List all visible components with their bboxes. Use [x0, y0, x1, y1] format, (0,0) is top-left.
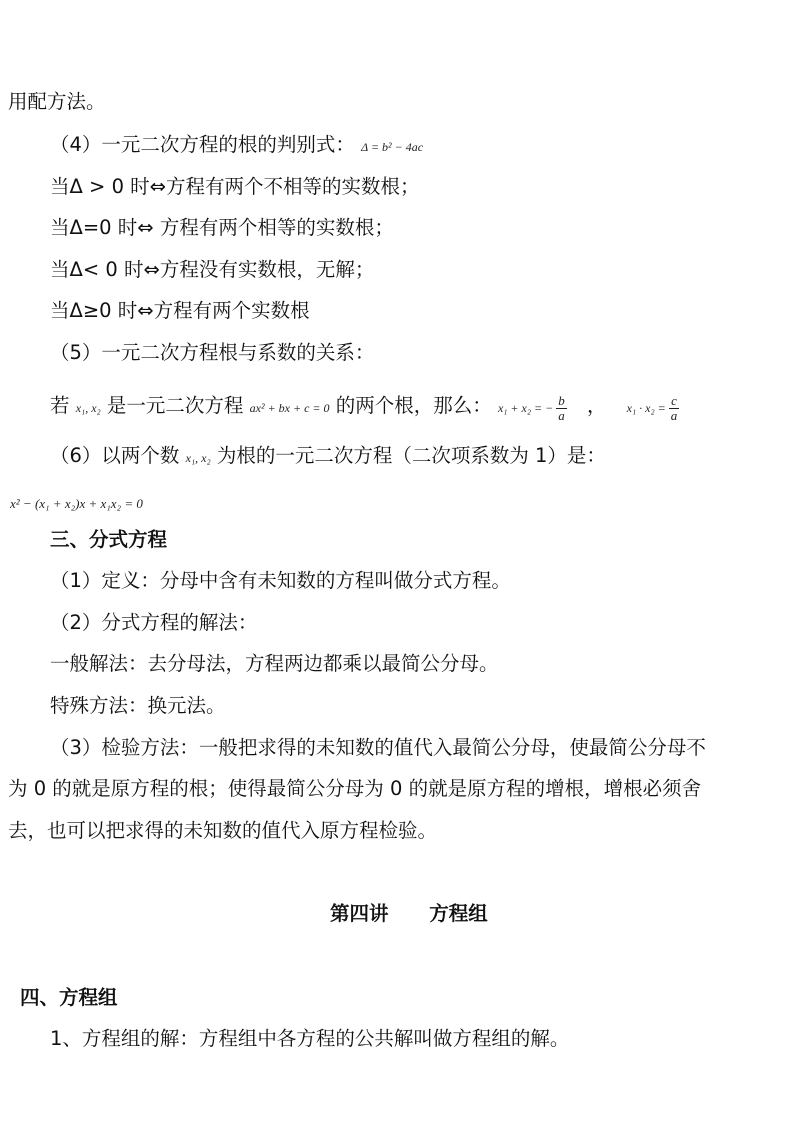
- vieta-mid: 是一元二次方程: [106, 394, 244, 417]
- text-line-check-2: 为 0 的就是原方程的根；使得最简公分母为 0 的就是原方程的增根，增根必须舍: [8, 777, 702, 800]
- vieta-comma: ，: [586, 394, 607, 417]
- vieta-prefix: 若: [50, 394, 70, 417]
- discriminant-formula: Δ = b² − 4ac: [361, 140, 424, 154]
- text-line-case-positive: 当Δ > 0 时⇔方程有两个不相等的实数根；: [50, 175, 420, 198]
- text-line-check-1: （3）检验方法：一般把求得的未知数的值代入最简公分母，使最简公分母不: [50, 736, 706, 759]
- text-line-case-negative: 当Δ< 0 时⇔方程没有实数根，无解；: [50, 258, 375, 281]
- construct-formula: x² − (x₁ + x₂)x + x₁x₂ = 0: [10, 496, 143, 511]
- text-line-vieta-heading: （5）一元二次方程根与系数的关系：: [50, 341, 375, 364]
- section-heading-fractional: 三、分式方程: [50, 528, 168, 551]
- lecture-title: 第四讲 方程组: [330, 902, 488, 925]
- text-line-solving: （2）分式方程的解法：: [50, 611, 258, 634]
- text-line-check-3: 去，也可以把求得的未知数的值代入原方程检验。: [8, 819, 438, 842]
- section-heading-systems: 四、方程组: [20, 986, 118, 1009]
- text-line-construct: [50, 442, 606, 472]
- text-line-general-method: 一般解法：去分母法，方程两边都乘以最简公分母。: [50, 652, 499, 675]
- vieta-equation: ax² + bx + c = 0: [249, 401, 330, 415]
- vieta-sum-formula: x₁ + x₂ = − $\frac{b}{a}$: [497, 392, 565, 423]
- text-line-case-zero: 当Δ=0 时⇔ 方程有两个相等的实数根；: [50, 216, 394, 239]
- construct-suffix: 为根的一元二次方程（二次项系数为 1）是：: [216, 444, 606, 467]
- text-line-system-solution: 1、方程组的解：方程组中各方程的公共解叫做方程组的解。: [50, 1027, 570, 1050]
- construct-roots: x₁, x₂: [185, 451, 211, 465]
- discriminant-label: （4）一元二次方程的根的判别式：: [50, 133, 355, 156]
- text-line-special-method: 特殊方法：换元法。: [50, 694, 226, 717]
- vieta-roots: x₁, x₂: [75, 401, 101, 415]
- construct-prefix: （6）以两个数: [50, 444, 180, 467]
- text-line-1: 用配方法。: [8, 90, 106, 113]
- text-line-vieta: [50, 386, 679, 428]
- text-line-discriminant: [50, 131, 423, 161]
- text-line-definition: （1）定义：分母中含有未知数的方程叫做分式方程。: [50, 569, 511, 592]
- vieta-suffix: 的两个根，那么：: [335, 394, 492, 417]
- text-line-case-nonnegative: 当Δ≥0 时⇔方程有两个实数根: [50, 299, 310, 322]
- vieta-product-formula: x₁ · x₂ = $\frac{c}{a}$: [626, 392, 678, 423]
